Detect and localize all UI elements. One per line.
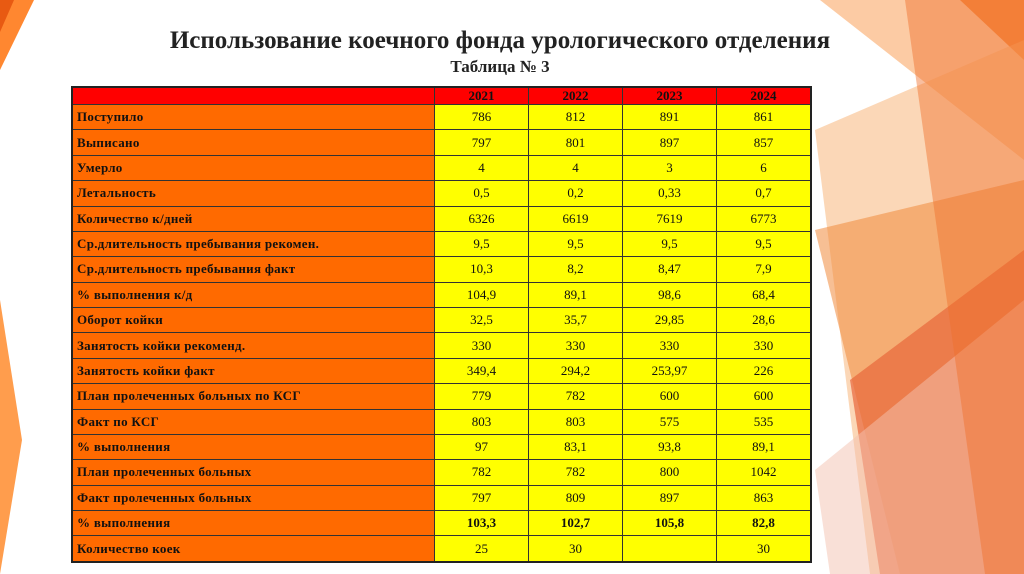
value-cell: 4	[435, 155, 529, 180]
table-caption: Таблица № 3	[450, 57, 550, 76]
value-cell: 575	[623, 409, 717, 434]
table-row	[72, 384, 811, 409]
row-label: Количество к/дней	[72, 206, 435, 231]
value-cell: 6326	[435, 206, 529, 231]
value-cell: 786	[435, 105, 529, 130]
value-cell: 7619	[623, 206, 717, 231]
value-cell: 9,5	[435, 231, 529, 256]
value-cell: 863	[717, 485, 812, 510]
value-cell: 330	[717, 333, 812, 358]
table-row	[72, 105, 811, 130]
table-row	[72, 155, 811, 180]
value-cell: 600	[623, 384, 717, 409]
year-header: 2024	[717, 87, 812, 105]
value-cell: 801	[529, 130, 623, 155]
row-label: План пролеченных больных по КСГ	[72, 384, 435, 409]
row-label: Поступило	[72, 105, 435, 130]
value-cell: 0,5	[435, 181, 529, 206]
value-cell: 68,4	[717, 282, 812, 307]
table-corner-cell	[72, 87, 435, 105]
value-cell: 4	[529, 155, 623, 180]
table-row	[72, 409, 811, 434]
row-label: Ср.длительность пребывания рекомен.	[72, 231, 435, 256]
value-cell: 0,33	[623, 181, 717, 206]
value-cell: 3	[623, 155, 717, 180]
value-cell: 779	[435, 384, 529, 409]
value-cell: 0,7	[717, 181, 812, 206]
value-cell: 782	[529, 460, 623, 485]
year-header: 2021	[435, 87, 529, 105]
value-cell: 82,8	[717, 511, 812, 536]
row-label: Умерло	[72, 155, 435, 180]
value-cell: 349,4	[435, 358, 529, 383]
row-label: План пролеченных больных	[72, 460, 435, 485]
value-cell: 98,6	[623, 282, 717, 307]
year-header: 2022	[529, 87, 623, 105]
table-row	[72, 308, 811, 333]
row-label: % выполнения	[72, 511, 435, 536]
row-label: % выполнения к/д	[72, 282, 435, 307]
value-cell: 28,6	[717, 308, 812, 333]
table-row	[72, 434, 811, 459]
table-row	[72, 485, 811, 510]
row-label: Ср.длительность пребывания факт	[72, 257, 435, 282]
value-cell: 102,7	[529, 511, 623, 536]
value-cell: 897	[623, 485, 717, 510]
value-cell: 83,1	[529, 434, 623, 459]
table-row	[72, 460, 811, 485]
value-cell: 897	[623, 130, 717, 155]
table-row	[72, 206, 811, 231]
row-label: Занятость койки факт	[72, 358, 435, 383]
value-cell: 29,85	[623, 308, 717, 333]
value-cell: 30	[529, 536, 623, 562]
value-cell: 294,2	[529, 358, 623, 383]
value-cell: 9,5	[529, 231, 623, 256]
page-title: Использование коечного фонда урологического отделения	[169, 27, 831, 54]
value-cell: 89,1	[529, 282, 623, 307]
value-cell: 782	[529, 384, 623, 409]
value-cell: 6773	[717, 206, 812, 231]
value-cell: 803	[529, 409, 623, 434]
year-header: 2023	[623, 87, 717, 105]
table-header-row	[72, 87, 811, 105]
value-cell: 800	[623, 460, 717, 485]
row-label: Количество коек	[72, 536, 435, 562]
value-cell: 105,8	[623, 511, 717, 536]
value-cell: 330	[435, 333, 529, 358]
value-cell: 7,9	[717, 257, 812, 282]
table-body	[72, 105, 811, 563]
row-label: % выполнения	[72, 434, 435, 459]
table-row	[72, 333, 811, 358]
value-cell: 330	[529, 333, 623, 358]
value-cell: 97	[435, 434, 529, 459]
value-cell: 861	[717, 105, 812, 130]
table-row	[72, 536, 811, 562]
value-cell: 891	[623, 105, 717, 130]
table-row	[72, 257, 811, 282]
row-label: Факт пролеченных больных	[72, 485, 435, 510]
value-cell: 797	[435, 485, 529, 510]
value-cell: 782	[435, 460, 529, 485]
value-cell: 803	[435, 409, 529, 434]
bed-fund-table	[71, 86, 812, 563]
table-row	[72, 511, 811, 536]
table-row	[72, 282, 811, 307]
value-cell: 812	[529, 105, 623, 130]
value-cell: 6619	[529, 206, 623, 231]
value-cell: 330	[623, 333, 717, 358]
table-row	[72, 130, 811, 155]
value-cell: 10,3	[435, 257, 529, 282]
value-cell: 9,5	[717, 231, 812, 256]
value-cell: 6	[717, 155, 812, 180]
value-cell: 32,5	[435, 308, 529, 333]
value-cell: 226	[717, 358, 812, 383]
table-row	[72, 231, 811, 256]
row-label: Факт по КСГ	[72, 409, 435, 434]
value-cell: 0,2	[529, 181, 623, 206]
row-label: Летальность	[72, 181, 435, 206]
value-cell: 797	[435, 130, 529, 155]
value-cell: 535	[717, 409, 812, 434]
value-cell: 103,3	[435, 511, 529, 536]
value-cell: 9,5	[623, 231, 717, 256]
value-cell: 809	[529, 485, 623, 510]
table-row	[72, 181, 811, 206]
value-cell: 8,47	[623, 257, 717, 282]
value-cell: 8,2	[529, 257, 623, 282]
row-label: Оборот койки	[72, 308, 435, 333]
value-cell: 89,1	[717, 434, 812, 459]
value-cell: 30	[717, 536, 812, 562]
value-cell: 253,97	[623, 358, 717, 383]
value-cell: 857	[717, 130, 812, 155]
row-label: Выписано	[72, 130, 435, 155]
value-cell: 104,9	[435, 282, 529, 307]
value-cell: 35,7	[529, 308, 623, 333]
row-label: Занятость койки рекоменд.	[72, 333, 435, 358]
value-cell: 25	[435, 536, 529, 562]
table-row	[72, 358, 811, 383]
value-cell: 93,8	[623, 434, 717, 459]
value-cell: 600	[717, 384, 812, 409]
value-cell: 1042	[717, 460, 812, 485]
value-cell	[623, 536, 717, 562]
